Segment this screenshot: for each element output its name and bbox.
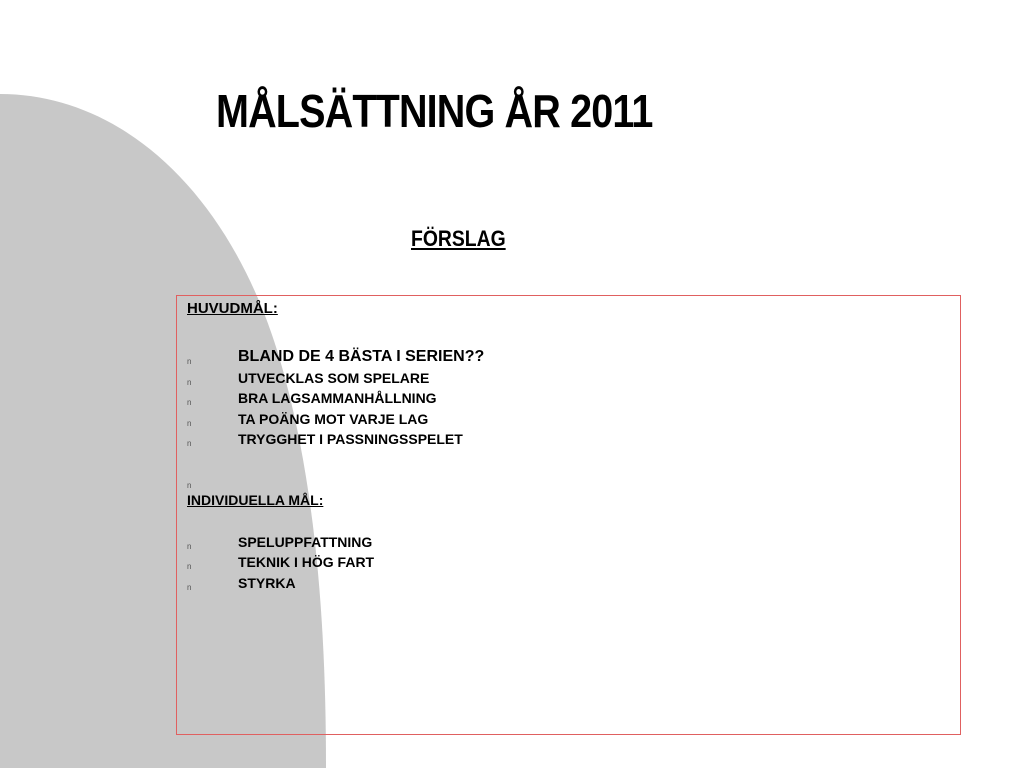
slide-subtitle: FÖRSLAG (411, 226, 506, 251)
bullet-icon: n (187, 583, 192, 592)
goals-box (176, 295, 961, 735)
bullet-icon: n (187, 398, 192, 407)
bullet-icon: n (187, 357, 192, 366)
individual-goal-item: SPELUPPFATTNING (238, 534, 373, 550)
bullet-icon: n (187, 542, 192, 551)
bullet-icon: n (187, 419, 192, 428)
bullet-icon: n (187, 481, 192, 490)
individual-goals-heading: INDIVIDUELLA MÅL: (187, 492, 324, 508)
individual-goal-item: TEKNIK I HÖG FART (238, 554, 375, 570)
main-goal-item: TA POÄNG MOT VARJE LAG (238, 411, 429, 427)
bullet-icon: n (187, 439, 192, 448)
individual-goal-item: STYRKA (238, 575, 296, 591)
main-goal-item: BRA LAGSAMMANHÅLLNING (238, 390, 437, 406)
main-goal-item: TRYGGHET I PASSNINGSSPELET (238, 431, 463, 447)
main-goal-item: UTVECKLAS SOM SPELARE (238, 370, 430, 386)
bullet-icon: n (187, 562, 192, 571)
slide-title: MÅLSÄTTNING ÅR 2011 (216, 85, 653, 137)
main-goal-item: BLAND DE 4 BÄSTA I SERIEN?? (238, 348, 485, 365)
main-goals-heading: HUVUDMÅL: (187, 300, 278, 317)
bullet-icon: n (187, 378, 192, 387)
